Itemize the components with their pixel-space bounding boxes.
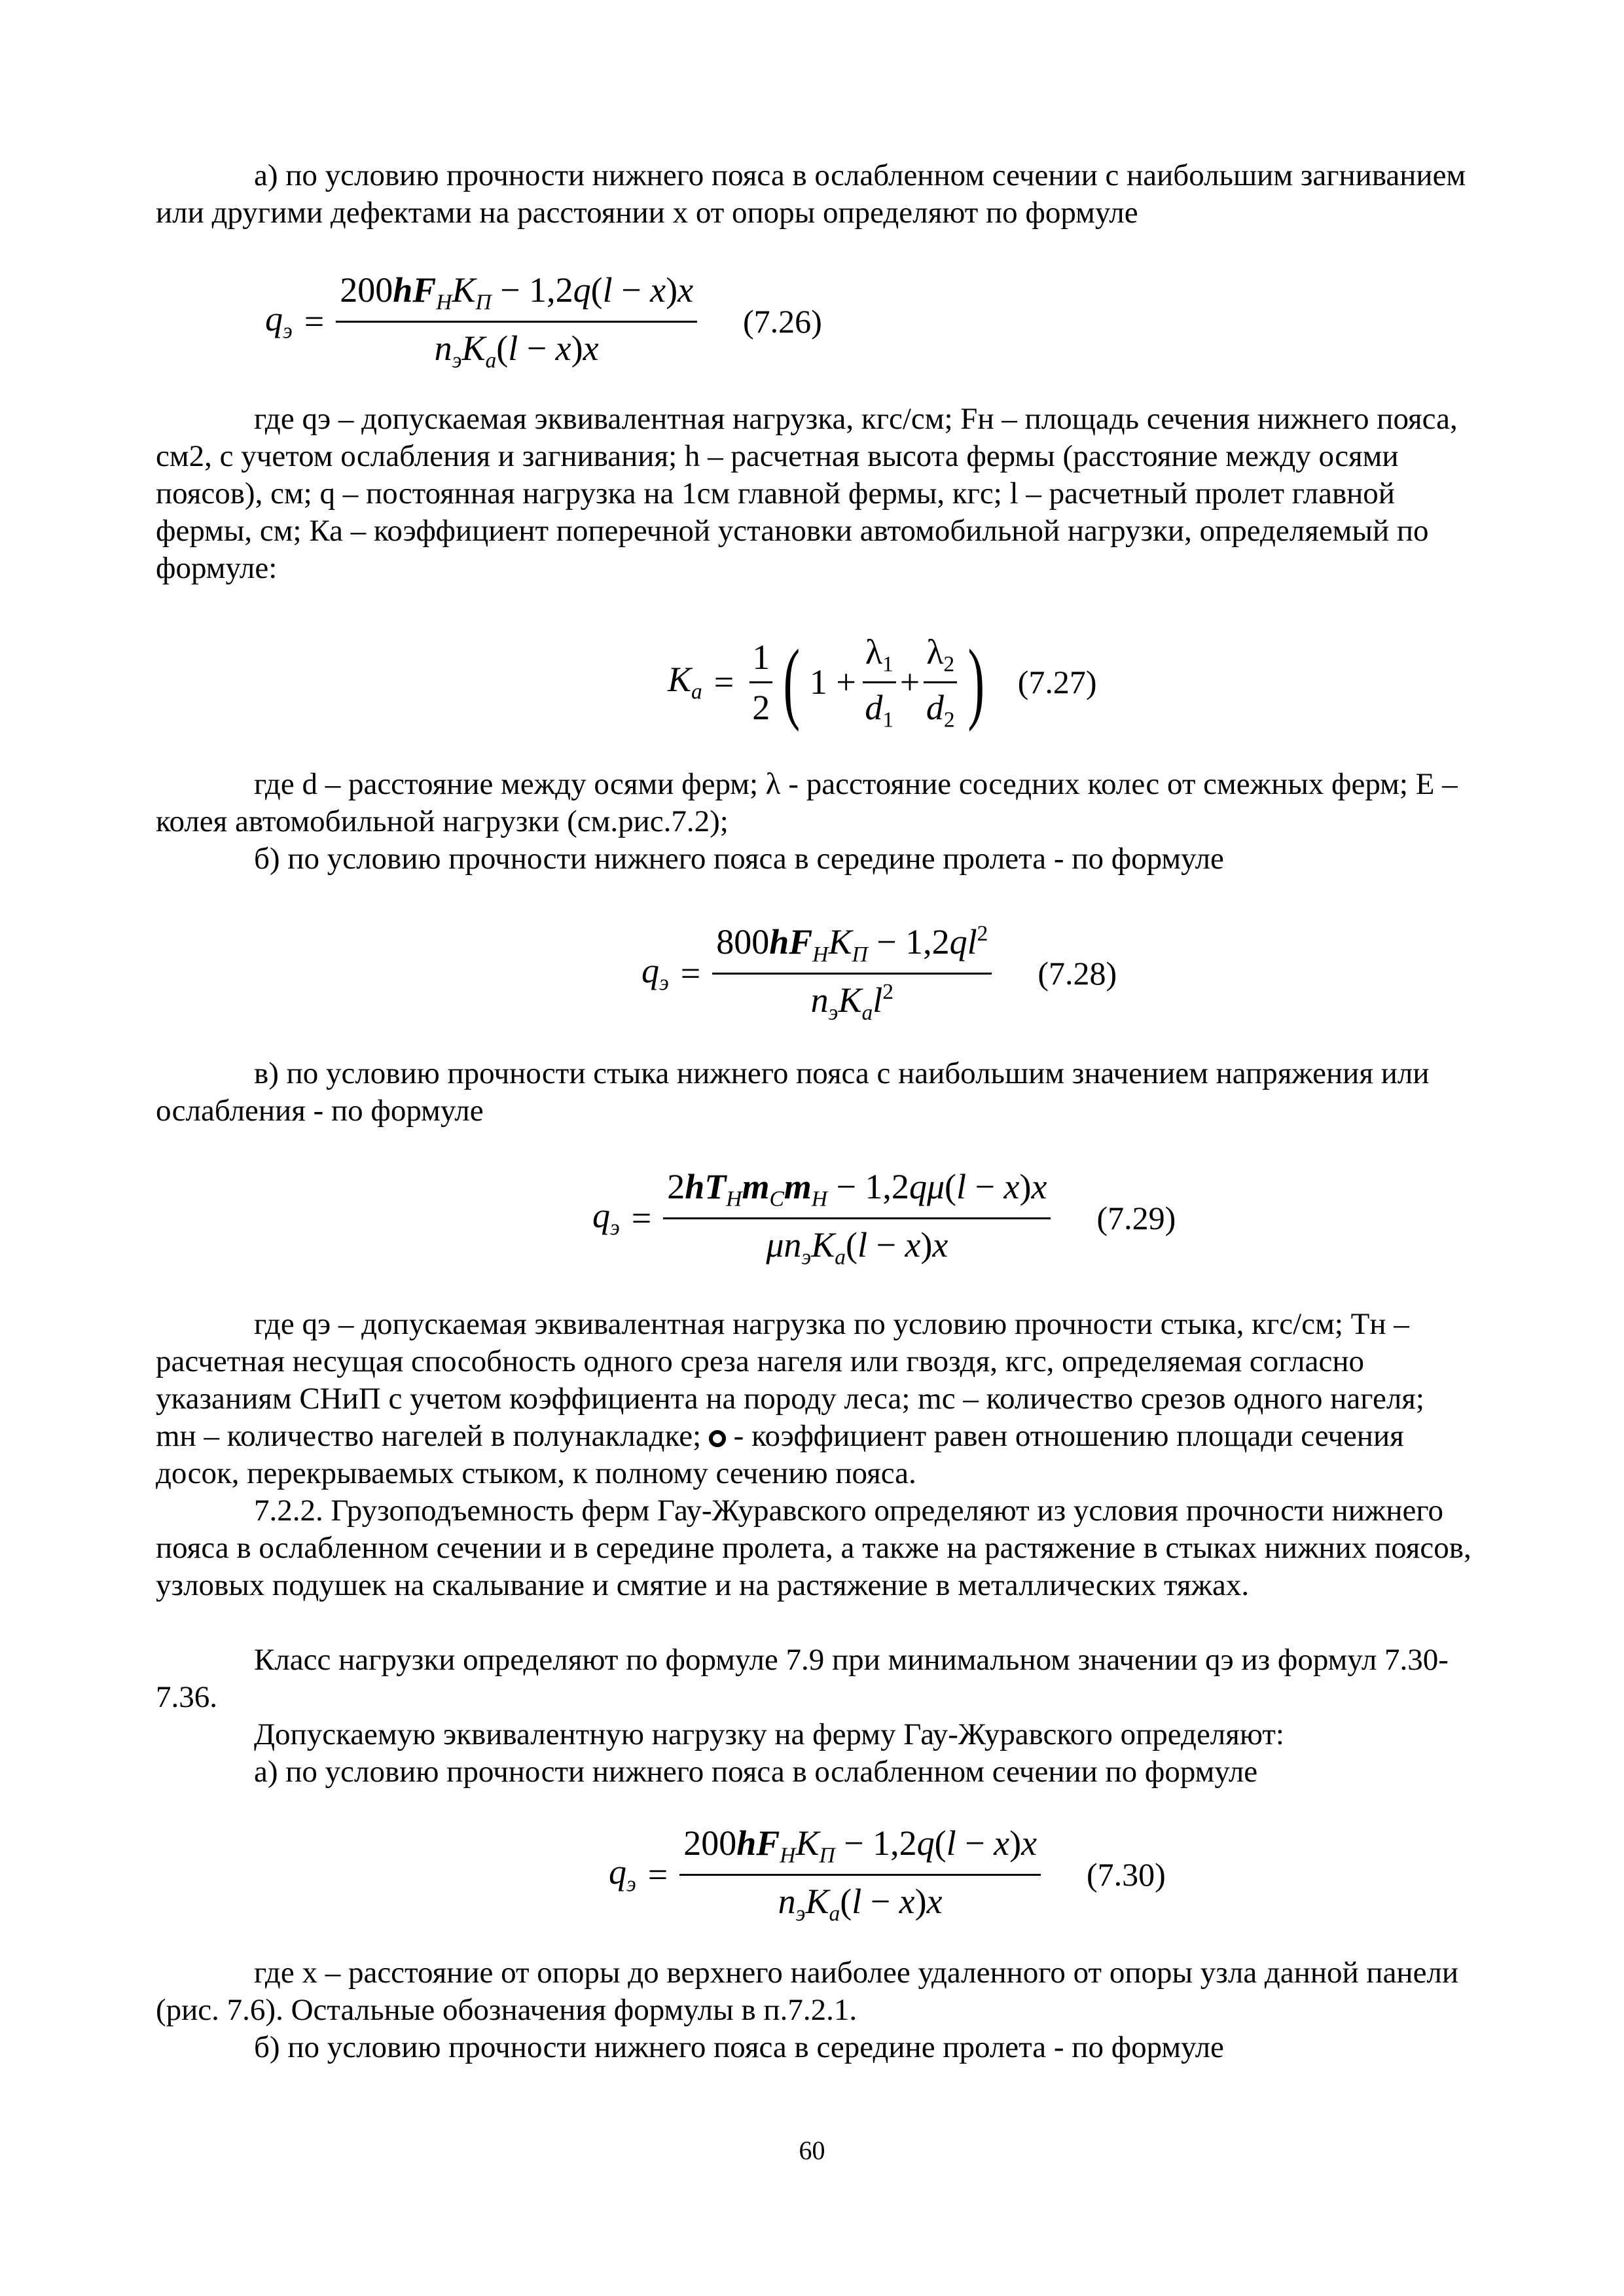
formula-number: (7.30) — [1087, 1856, 1166, 1893]
formula-number: (7.27) — [1017, 664, 1097, 701]
formula-7-28: $q_э$ = $\frac{800hF_НK_П - 1,2ql^2}{n_эK_al^2}$ (7.28) — [641, 922, 1117, 1025]
mu-ring-icon — [709, 1430, 726, 1447]
paragraph-b-midspan-2: б) по условию прочности нижнего пояса в середине пролета - по формуле — [254, 2030, 1224, 2064]
paragraph-definitions-2: где d – расстояние между осями ферм; λ - расстояние соседних колес от смежных ферм; Е – колея автомобильной нагрузки (см.рис.7.2); — [156, 767, 1458, 838]
formula-7-27: $K_a$ = $\frac{1}{2}$ ( 1 + $\frac{\lambda_1}{d_1}$ + $\frac{\lambda_2}{d_2}$ ) (7.27) — [668, 631, 1097, 733]
paragraph-load-class: Класс нагрузки определяют по формуле 7.9 при минимальном значении qэ из формул 7.30-7.36. — [156, 1643, 1449, 1714]
paragraph-a-weakened-section-2: а) по условию прочности нижнего пояса в ослабленном сечении по формуле — [254, 1755, 1258, 1789]
page-number: 60 — [799, 2136, 825, 2165]
paragraph-definitions-3: где qэ – допускаемая эквивалентная нагрузка по условию прочности стыка, кгс/см; Тн – расчетная несущая способность одного среза нагеля или гвоздя, кгс, определяемая согласно указаниям СНиП с учетом коэффициента на породу леса; mс – количество срезов одного нагеля; mн – количество нагелей в полунакладке; - коэффициент равен отношению площади сечения досок, перекрываемых стыком, к полному сечению пояса. — [156, 1307, 1424, 1490]
formula-7-26: $q_э$ = $\frac{200hF_НK_П - 1,2q(l - x)x}{n_эK_a(l - x)x}$ (7.26) — [265, 270, 822, 373]
paragraph-a-weakened-section: а) по условию прочности нижнего пояса в ослабленном сечении с наибольшим загниванием или другими дефектами на расстоянии х от опоры определяют по формуле — [156, 158, 1466, 230]
formula-7-29: $q_э$ = $\frac{2hT_Нm_Сm_Н - 1,2q\mu(l - x)x}{\mu n_эK_a(l - x)x}$ (7.29) — [592, 1167, 1176, 1270]
formula-number: (7.26) — [743, 303, 822, 340]
paragraph-x-definition: где х – расстояние от опоры до верхнего наиболее удаленного от опоры узла данной панели (рис. 7.6). Остальные обозначения формулы в п.7.2.1. — [156, 1956, 1459, 2027]
formula-number: (7.28) — [1038, 955, 1117, 992]
paragraph-allowable-load: Допускаемую эквивалентную нагрузку на ферму Гау-Журавского определяют: — [254, 1717, 1284, 1751]
paragraph-7-2-2: 7.2.2. Грузоподъемность ферм Гау-Журавского определяют из условия прочности нижнего пояса в ослабленном сечении и в середине пролета, а также на растяжение в стыках нижних поясов, узловых подушек на скалывание и смятие и на растяжение в металлических тяжах. — [156, 1494, 1471, 1602]
paragraph-b-midspan: б) по условию прочности нижнего пояса в середине пролета - по формуле — [254, 842, 1224, 876]
paragraph-c-joint: в) по условию прочности стыка нижнего пояса с наибольшим значением напряжения или ослабления - по формуле — [156, 1056, 1430, 1128]
paragraph-definitions-1: где qэ – допускаемая эквивалентная нагрузка, кгс/см; Fн – площадь сечения нижнего пояса, см2, с учетом ослабления и загнивания; h – расчетная высота фермы (расстояние между осями поясов), см; q – постоянная нагрузка на 1см главной фермы, кгс; l – расчетный пролет главной фермы, см; Ка – коэффициент поперечной установки автомобильной нагрузки, определяемый по формуле: — [156, 402, 1458, 585]
formula-7-30: $q_э$ = $\frac{200hF_НK_П - 1,2q(l - x)x}{n_эK_a(l - x)x}$ (7.30) — [609, 1823, 1166, 1926]
formula-number: (7.29) — [1096, 1200, 1176, 1237]
